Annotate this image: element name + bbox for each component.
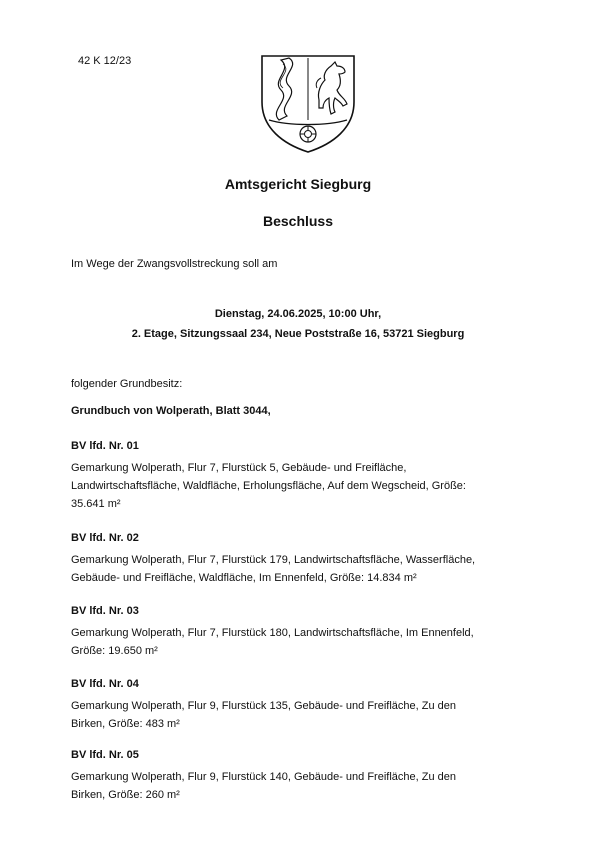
property-item-heading: BV lfd. Nr. 05 bbox=[71, 749, 139, 761]
property-item bbox=[71, 746, 531, 804]
property-item-line: Birken, Größe: 260 m² bbox=[71, 789, 180, 801]
property-item-line: Gemarkung Wolperath, Flur 7, Flurstück 180, Landwirtschaftsfläche, Im Ennenfeld, bbox=[71, 627, 474, 639]
property-item-line: Gebäude- und Freifläche, Waldfläche, Im Ennenfeld, Größe: 14.834 m² bbox=[71, 572, 417, 584]
property-item-heading: BV lfd. Nr. 04 bbox=[71, 678, 139, 690]
property-item bbox=[71, 675, 531, 733]
property-item bbox=[71, 437, 531, 513]
case-number: 42 K 12/23 bbox=[78, 55, 132, 67]
property-item-line: Gemarkung Wolperath, Flur 9, Flurstück 135, Gebäude- und Freifläche, Zu den bbox=[71, 700, 456, 712]
nrw-coat-of-arms-icon bbox=[259, 54, 357, 154]
property-item-line: Gemarkung Wolperath, Flur 9, Flurstück 140, Gebäude- und Freifläche, Zu den bbox=[71, 771, 456, 783]
property-item-heading: BV lfd. Nr. 02 bbox=[71, 532, 139, 544]
property-item-line: Größe: 19.650 m² bbox=[71, 645, 158, 657]
document-title: Beschluss bbox=[262, 213, 334, 229]
property-item bbox=[71, 529, 531, 587]
land-register: Grundbuch von Wolperath, Blatt 3044, bbox=[71, 405, 271, 417]
court-name: Amtsgericht Siegburg bbox=[224, 176, 372, 192]
property-item-heading: BV lfd. Nr. 01 bbox=[71, 440, 139, 452]
property-item-heading: BV lfd. Nr. 03 bbox=[71, 605, 139, 617]
property-intro: folgender Grundbesitz: bbox=[71, 378, 183, 390]
property-item bbox=[71, 602, 531, 660]
intro-text: Im Wege der Zwangsvollstreckung soll am bbox=[71, 258, 278, 270]
appointment-date: Dienstag, 24.06.2025, 10:00 Uhr, bbox=[214, 308, 382, 320]
property-item-line: Gemarkung Wolperath, Flur 7, Flurstück 179, Landwirtschaftsfläche, Wasserfläche, bbox=[71, 554, 476, 566]
property-item-line: 35.641 m² bbox=[71, 498, 121, 510]
property-item-line: Landwirtschaftsfläche, Waldfläche, Erholungsfläche, Auf dem Wegscheid, Größe: bbox=[71, 480, 466, 492]
property-item-line: Gemarkung Wolperath, Flur 7, Flurstück 5, Gebäude- und Freifläche, bbox=[71, 462, 407, 474]
appointment-place: 2. Etage, Sitzungssaal 234, Neue Poststraße 16, 53721 Siegburg bbox=[131, 328, 465, 340]
property-item-line: Birken, Größe: 483 m² bbox=[71, 718, 180, 730]
